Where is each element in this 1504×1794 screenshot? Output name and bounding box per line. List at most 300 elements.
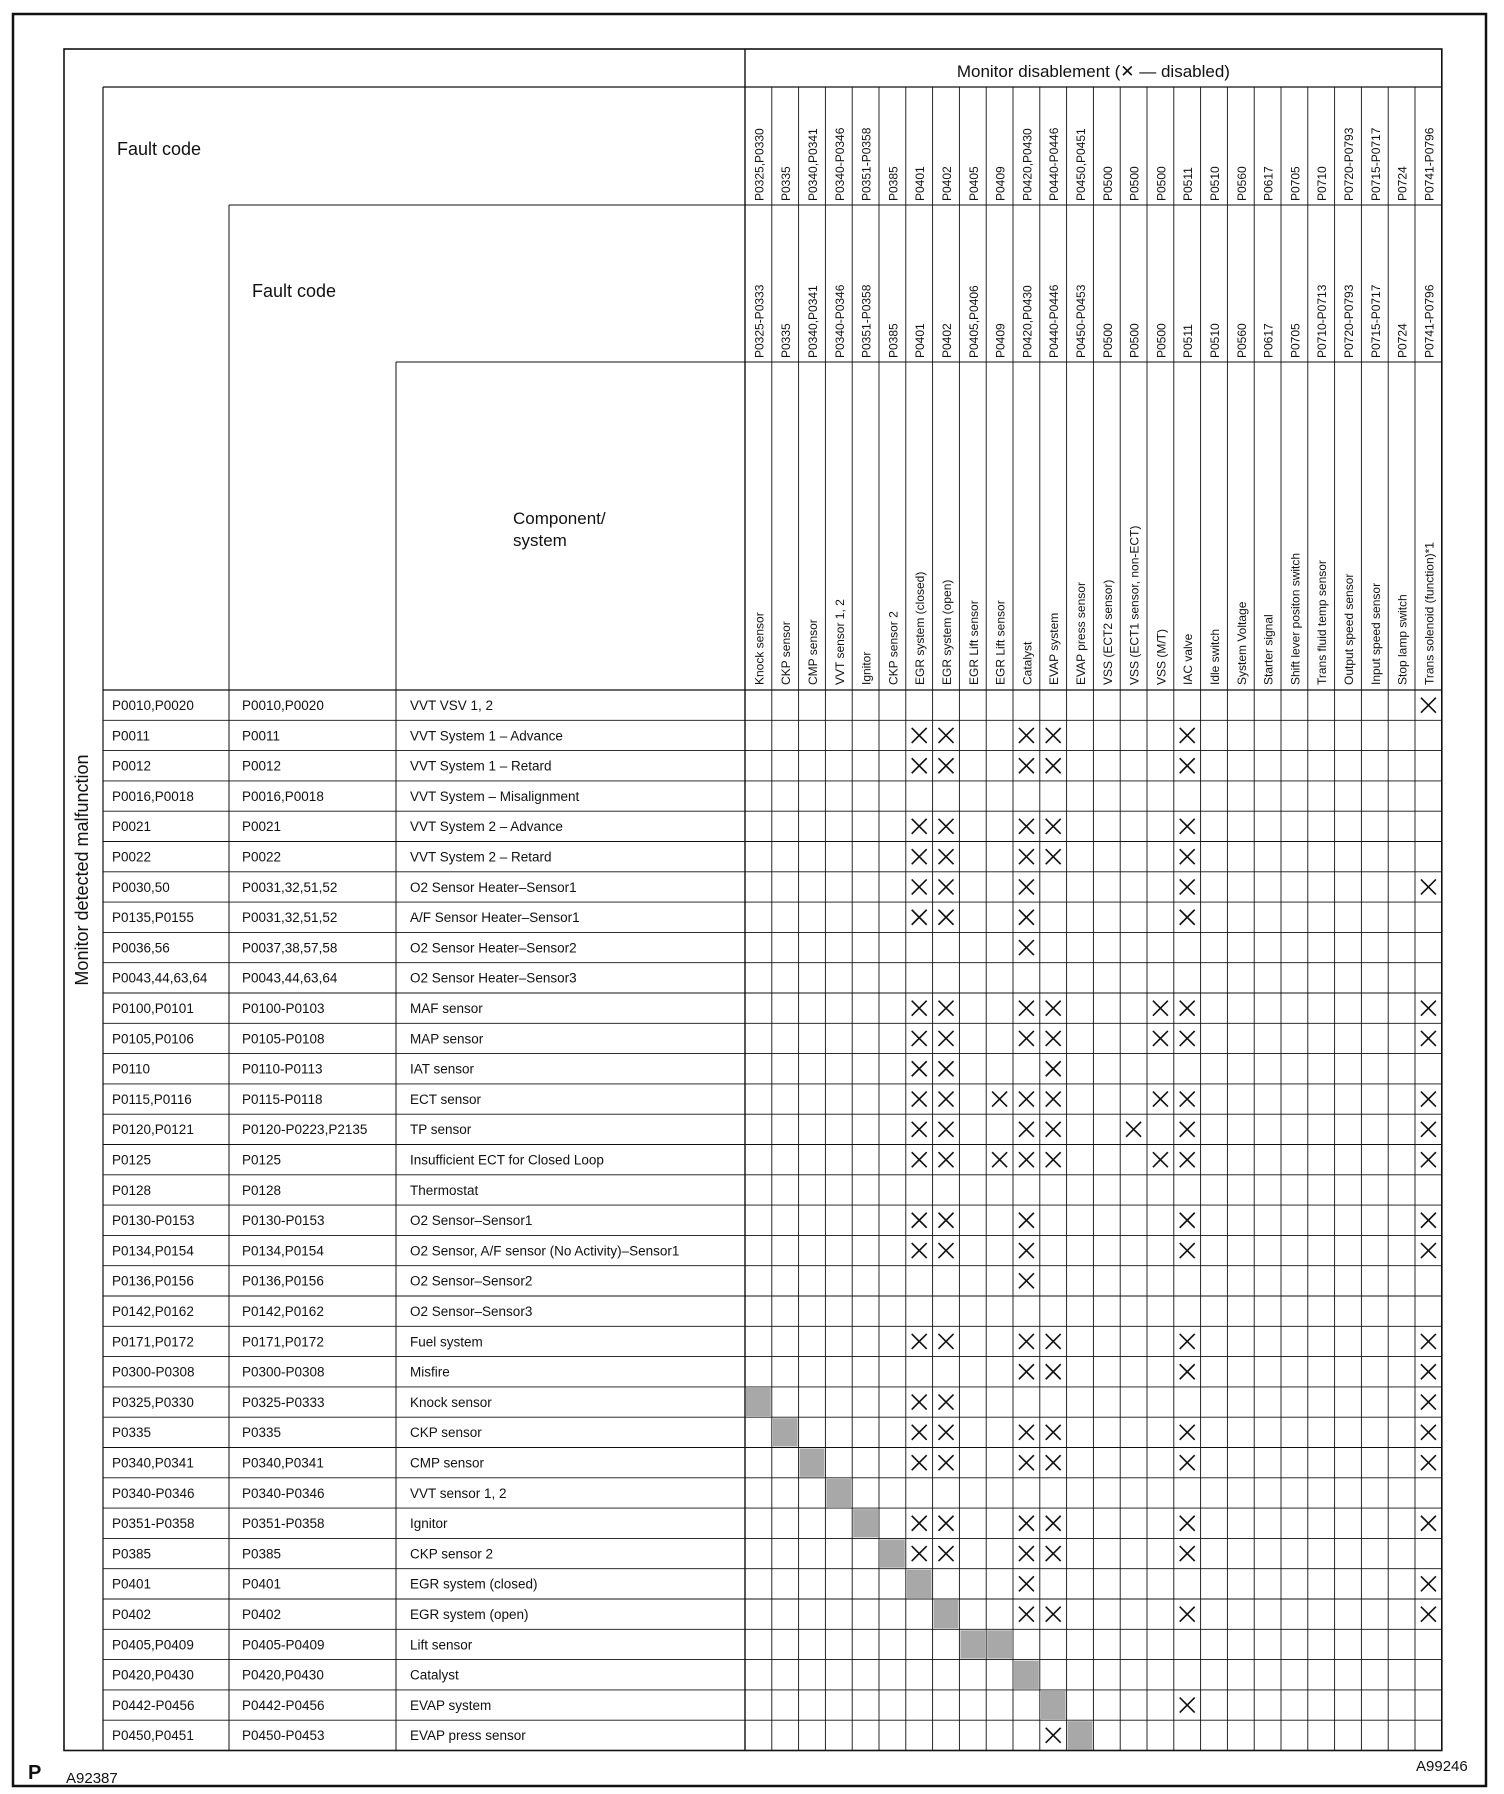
disabled-mark [1046, 849, 1061, 864]
column-code-2: P0705 [1288, 323, 1303, 358]
column-code-1: P0450,P0451 [1074, 128, 1088, 201]
row-code-2: P0022 [242, 849, 282, 865]
row-code-2: P0125 [242, 1152, 282, 1168]
disabled-mark [939, 879, 954, 894]
row-code-2: P0351-P0358 [242, 1516, 325, 1532]
disabled-mark [939, 1243, 954, 1258]
row-code-2: P0016,P0018 [242, 788, 324, 804]
disabled-mark [939, 1122, 954, 1137]
footer-letter: P [28, 1762, 42, 1784]
shaded-cell [800, 1449, 825, 1477]
row-component: MAF sensor [410, 1001, 483, 1016]
row-component: O2 Sensor–Sensor3 [410, 1304, 533, 1319]
column-code-2: P0405,P0406 [966, 285, 981, 358]
disabled-mark [1421, 1516, 1436, 1531]
row-code-2: P0120-P0223,P2135 [242, 1122, 368, 1138]
disabled-mark [939, 819, 954, 834]
disabled-mark [939, 1395, 954, 1410]
column-code-1: P0401 [913, 166, 928, 201]
disabled-mark [1019, 1607, 1034, 1622]
row-component: IAT sensor [410, 1061, 475, 1077]
disabled-mark [939, 1001, 954, 1016]
row-code-1: P0171,P0172 [112, 1334, 194, 1350]
column-name: Shift lever positon switch [1288, 552, 1303, 685]
shaded-cell [934, 1600, 959, 1628]
column-code-2: P0401 [913, 323, 928, 358]
row-code-1: P0142,P0162 [112, 1304, 194, 1319]
row-code-2: P0010,P0020 [242, 698, 324, 713]
row-component: ECT sensor [410, 1091, 482, 1107]
disabled-mark [1153, 1001, 1168, 1016]
column-name: EGR system (open) [940, 579, 954, 685]
row-code-2: P0335 [242, 1425, 282, 1441]
row-code-2: P0110-P0113 [242, 1061, 323, 1077]
column-code-1: P0715-P0717 [1368, 127, 1383, 201]
disabled-mark [1180, 910, 1195, 925]
row-code-1: P0401 [112, 1576, 152, 1592]
column-code-1: P0335 [779, 166, 794, 201]
column-name: CKP sensor [779, 621, 794, 685]
row-component: A/F Sensor Heater–Sensor1 [410, 910, 580, 926]
disabled-mark [1153, 1031, 1168, 1046]
column-name: EVAP system [1047, 612, 1062, 685]
column-code-1: P0420,P0430 [1020, 128, 1035, 201]
column-code-1: P0500 [1100, 166, 1115, 201]
shaded-cell [853, 1509, 878, 1537]
disabled-mark [1180, 1607, 1195, 1622]
column-name: EGR Lift sensor [966, 600, 981, 685]
disabled-mark [1019, 1092, 1034, 1107]
disabled-mark [912, 1152, 927, 1167]
disabled-mark [1019, 728, 1034, 743]
disabled-mark [1126, 1122, 1141, 1137]
column-code-2: P0409 [993, 323, 1008, 358]
disabled-mark [939, 1334, 954, 1349]
row-code-2: P0021 [242, 819, 282, 835]
column-code-2: P0325-P0333 [752, 284, 767, 358]
column-code-2: P0560 [1234, 323, 1249, 358]
disabled-mark [1180, 1122, 1195, 1137]
disabled-mark [1046, 1031, 1061, 1046]
row-code-2: P0325-P0333 [242, 1394, 325, 1410]
row-code-1: P0010,P0020 [112, 698, 194, 713]
column-name: System Voltage [1234, 601, 1249, 685]
row-component: VVT VSV 1, 2 [410, 698, 494, 713]
row-code-1: P0120,P0121 [112, 1122, 194, 1138]
row-component: O2 Sensor–Sensor2 [410, 1273, 533, 1289]
row-code-1: P0420,P0430 [112, 1667, 194, 1683]
row-component: VVT System 2 – Retard [410, 849, 552, 865]
row-component: VVT System 1 – Advance [410, 728, 563, 744]
column-code-1: P0617 [1261, 166, 1276, 201]
row-code-2: P0031,32,51,52 [242, 910, 338, 926]
row-component: EVAP press sensor [410, 1728, 526, 1744]
row-code-1: P0351-P0358 [112, 1516, 195, 1532]
shaded-cell [1041, 1691, 1066, 1719]
disabled-mark [1180, 1546, 1195, 1561]
row-code-2: P0402 [242, 1607, 282, 1622]
disabled-mark [939, 1031, 954, 1046]
row-code-2: P0134,P0154 [242, 1243, 324, 1259]
row-component: CKP sensor [410, 1425, 482, 1441]
disabled-mark [1019, 940, 1034, 955]
row-code-2: P0128 [242, 1182, 282, 1198]
disabled-mark [1180, 1001, 1195, 1016]
row-code-1: P0325,P0330 [112, 1394, 194, 1410]
disabled-mark [1046, 758, 1061, 773]
disabled-mark [1019, 1546, 1034, 1561]
page-frame [13, 14, 1486, 1786]
disabled-mark [1180, 1243, 1195, 1258]
column-code-1: P0511 [1181, 167, 1196, 201]
column-code-1: P0405 [966, 166, 981, 201]
disabled-mark [939, 758, 954, 773]
disabled-mark [1421, 1122, 1436, 1137]
row-code-1: P0450,P0451 [112, 1728, 194, 1744]
disabled-mark [1180, 1516, 1195, 1531]
column-name: Stop lamp switch [1395, 594, 1410, 685]
column-name: Knock sensor [752, 612, 767, 685]
row-code-1: P0402 [112, 1607, 152, 1622]
row-component: O2 Sensor Heater–Sensor2 [410, 940, 577, 956]
shaded-cell [773, 1418, 798, 1446]
disabled-mark [1180, 1213, 1195, 1228]
disabled-mark [1046, 1455, 1061, 1470]
disabled-mark [1046, 1607, 1061, 1622]
disabled-mark [1421, 1425, 1436, 1440]
row-code-2: P0012 [242, 758, 282, 774]
column-name: VSS (M/T) [1154, 629, 1169, 685]
column-name: EVAP press sensor [1074, 582, 1088, 685]
row-code-1: P0016,P0018 [112, 788, 194, 804]
disabled-mark [912, 1516, 927, 1531]
row-component: Fuel system [410, 1334, 483, 1350]
column-code-2: P0724 [1395, 323, 1410, 358]
column-name: VSS (ECT2 sensor) [1100, 579, 1115, 685]
column-code-1: P0724 [1395, 166, 1410, 201]
disabled-mark [939, 728, 954, 743]
disabled-mark [939, 849, 954, 864]
row-code-2: P0043,44,63,64 [242, 970, 338, 986]
disabled-mark [1421, 1213, 1436, 1228]
row-component: TP sensor [410, 1122, 472, 1138]
row-code-2: P0142,P0162 [242, 1304, 324, 1319]
row-component: EGR system (open) [410, 1607, 529, 1622]
row-component: VVT System 1 – Retard [410, 758, 552, 774]
row-component: Misfire [410, 1364, 450, 1380]
row-component: Knock sensor [410, 1394, 492, 1410]
column-code-2: P0741-P0796 [1422, 284, 1437, 358]
row-code-2: P0442-P0456 [242, 1697, 325, 1713]
disabled-mark [1046, 1728, 1061, 1743]
row-component: Catalyst [410, 1667, 459, 1683]
row-component: CMP sensor [410, 1455, 485, 1471]
column-code-1: P0560 [1234, 166, 1249, 201]
disabled-mark [1180, 849, 1195, 864]
disabled-mark [912, 1001, 927, 1016]
disabled-mark [1019, 1243, 1034, 1258]
row-code-1: P0110 [112, 1061, 151, 1077]
disabled-mark [939, 1425, 954, 1440]
disabled-mark [1153, 1152, 1168, 1167]
disabled-mark [912, 1334, 927, 1349]
disabled-mark [1019, 1213, 1034, 1228]
column-name: CMP sensor [806, 619, 820, 685]
column-code-1: P0510 [1208, 166, 1222, 201]
row-component: Ignitor [410, 1516, 448, 1532]
footer-right-ref: A99246 [1416, 1758, 1468, 1775]
disabled-mark [1180, 879, 1195, 894]
column-code-1: P0351-P0358 [859, 127, 874, 201]
row-component: O2 Sensor Heater–Sensor3 [410, 970, 577, 986]
disabled-mark [1019, 1364, 1034, 1379]
disabled-mark [1421, 879, 1436, 894]
column-name: Idle switch [1208, 628, 1222, 685]
disabled-mark [1180, 758, 1195, 773]
row-code-1: P0128 [112, 1182, 152, 1198]
disabled-mark [992, 1152, 1007, 1167]
disabled-mark [939, 1213, 954, 1228]
disabled-mark [1421, 1364, 1436, 1379]
row-code-2: P0171,P0172 [242, 1334, 324, 1350]
row-component: EVAP system [410, 1697, 492, 1713]
shaded-cell [880, 1539, 905, 1567]
column-code-2: P0710-P0713 [1315, 284, 1330, 358]
row-code-1: P0335 [112, 1425, 152, 1441]
row-code-2: P0401 [242, 1576, 282, 1592]
disabled-mark [912, 819, 927, 834]
row-component: O2 Sensor–Sensor1 [410, 1213, 533, 1229]
disabled-mark [1046, 1152, 1061, 1167]
disabled-mark [1421, 1395, 1436, 1410]
row-code-2: P0136,P0156 [242, 1273, 324, 1289]
disabled-mark [1180, 819, 1195, 834]
disabled-mark [1019, 1425, 1034, 1440]
column-code-1: P0402 [940, 166, 954, 201]
row-code-1: P0125 [112, 1152, 152, 1168]
disabled-mark [912, 1213, 927, 1228]
column-name: EGR Lift sensor [993, 600, 1008, 685]
row-code-2: P0405-P0409 [242, 1637, 325, 1653]
disabled-mark [912, 1031, 927, 1046]
disabled-mark [1046, 1061, 1061, 1076]
disabled-mark [1046, 1092, 1061, 1107]
disabled-mark [1180, 1152, 1195, 1167]
column-code-1: P0340,P0341 [806, 128, 820, 201]
shaded-cell [1068, 1721, 1093, 1749]
row-component: Lift sensor [410, 1637, 473, 1653]
column-code-2: P0720-P0793 [1342, 284, 1356, 358]
disabled-mark [1421, 1152, 1436, 1167]
fault-code-header-2: Fault code [252, 281, 337, 301]
row-code-1: P0022 [112, 849, 152, 865]
row-code-2: P0340-P0346 [242, 1485, 325, 1501]
disabled-mark [1019, 1455, 1034, 1470]
component-system-header: system [513, 531, 567, 550]
row-code-1: P0340-P0346 [112, 1485, 195, 1501]
row-code-2: P0037,38,57,58 [242, 940, 338, 956]
row-code-2: P0011 [242, 728, 281, 744]
column-name: Ignitor [859, 651, 874, 685]
column-code-2: P0450-P0453 [1074, 284, 1088, 358]
footer-left-ref: A92387 [66, 1770, 118, 1787]
disabled-mark [912, 849, 927, 864]
disabled-mark [1046, 1546, 1061, 1561]
row-code-1: P0300-P0308 [112, 1364, 195, 1380]
disabled-mark [1046, 819, 1061, 834]
disabled-mark [912, 879, 927, 894]
disabled-mark [1019, 1273, 1034, 1288]
disabled-mark [1180, 1698, 1195, 1713]
shaded-cell [1014, 1661, 1039, 1689]
disabled-mark [1180, 1364, 1195, 1379]
disabled-mark [1421, 1576, 1436, 1591]
column-name: CKP sensor 2 [886, 611, 901, 685]
disabled-mark [912, 1425, 927, 1440]
column-code-1: P0500 [1154, 166, 1169, 201]
row-code-2: P0115-P0118 [242, 1091, 323, 1107]
disabled-mark [1180, 1092, 1195, 1107]
column-name: Trans solenoid (function)*1 [1422, 542, 1437, 685]
disabled-mark [939, 1092, 954, 1107]
row-code-1: P0012 [112, 758, 152, 774]
row-code-1: P0130-P0153 [112, 1213, 195, 1229]
disabled-mark [1019, 758, 1034, 773]
row-code-1: P0036,56 [112, 940, 170, 956]
column-code-1: P0705 [1288, 166, 1303, 201]
column-code-2: P0510 [1208, 323, 1222, 358]
disabled-mark [1180, 1334, 1195, 1349]
disabled-mark [1019, 1152, 1034, 1167]
disabled-mark [1046, 1364, 1061, 1379]
column-code-1: P0325,P0330 [752, 128, 767, 201]
component-system-header: Component/ [513, 509, 606, 528]
column-code-2: P0500 [1127, 323, 1142, 358]
disabled-mark [939, 1546, 954, 1561]
row-code-1: P0405,P0409 [112, 1637, 194, 1653]
row-component: VVT System – Misalignment [410, 788, 580, 804]
side-label: Monitor detected malfunction [72, 754, 92, 986]
column-name: Catalyst [1020, 641, 1035, 685]
disabled-mark [1019, 819, 1034, 834]
disabled-mark [1421, 1334, 1436, 1349]
row-component: EGR system (closed) [410, 1576, 538, 1592]
column-name: VSS (ECT1 sensor, non-ECT) [1127, 525, 1142, 685]
shaded-cell [960, 1630, 985, 1658]
disabled-mark [1153, 1092, 1168, 1107]
disabled-mark [912, 1061, 927, 1076]
column-code-1: P0500 [1127, 166, 1142, 201]
row-code-1: P0011 [112, 728, 151, 744]
disabled-mark [1046, 1425, 1061, 1440]
disabled-mark [1046, 728, 1061, 743]
row-code-1: P0340,P0341 [112, 1455, 194, 1471]
column-code-1: P0409 [993, 166, 1008, 201]
row-code-1: P0135,P0155 [112, 910, 194, 926]
column-name: Input speed sensor [1368, 582, 1383, 685]
column-code-2: P0402 [940, 323, 954, 358]
row-code-1: P0100,P0101 [112, 1001, 194, 1016]
disabled-mark [1019, 1516, 1034, 1531]
disabled-mark [1046, 1122, 1061, 1137]
shaded-cell [826, 1479, 851, 1507]
disabled-mark [1019, 1122, 1034, 1137]
column-code-1: P0741-P0796 [1422, 127, 1437, 201]
disabled-mark [1421, 1092, 1436, 1107]
row-code-2: P0105-P0108 [242, 1031, 325, 1047]
row-code-2: P0130-P0153 [242, 1213, 325, 1229]
row-component: Thermostat [410, 1182, 479, 1198]
disabled-mark [1046, 1516, 1061, 1531]
column-code-2: P0617 [1261, 323, 1276, 358]
column-name: IAC valve [1181, 633, 1196, 685]
row-component: CKP sensor 2 [410, 1546, 494, 1562]
row-component: O2 Sensor, A/F sensor (No Activity)–Sensor1 [410, 1243, 680, 1259]
row-code-2: P0100-P0103 [242, 1001, 325, 1016]
disabled-mark [912, 1092, 927, 1107]
row-code-2: P0385 [242, 1546, 282, 1562]
row-code-1: P0134,P0154 [112, 1243, 194, 1259]
row-component: VVT System 2 – Advance [410, 819, 563, 835]
column-name: Output speed sensor [1342, 573, 1356, 685]
row-component: MAP sensor [410, 1031, 484, 1047]
disabled-mark [1019, 849, 1034, 864]
disabled-mark [912, 1122, 927, 1137]
row-code-2: P0031,32,51,52 [242, 879, 338, 895]
disabled-mark [1180, 1425, 1195, 1440]
column-code-2: P0385 [886, 323, 901, 358]
disabled-mark [1019, 1001, 1034, 1016]
column-code-2: P0511 [1181, 324, 1196, 358]
disabled-mark [1046, 1334, 1061, 1349]
row-code-1: P0136,P0156 [112, 1273, 194, 1289]
column-code-2: P0351-P0358 [859, 284, 874, 358]
row-code-1: P0442-P0456 [112, 1697, 195, 1713]
column-code-2: P0340,P0341 [806, 285, 820, 358]
column-code-1: P0440-P0446 [1047, 127, 1062, 201]
disabled-mark [1019, 1576, 1034, 1591]
row-code-1: P0043,44,63,64 [112, 970, 208, 986]
disabled-mark [1019, 1031, 1034, 1046]
disabled-mark [912, 910, 927, 925]
disabled-mark [1180, 1455, 1195, 1470]
row-code-2: P0450-P0453 [242, 1728, 325, 1744]
row-code-2: P0420,P0430 [242, 1667, 324, 1683]
column-name: VVT sensor 1, 2 [832, 599, 847, 685]
disabled-mark [939, 1516, 954, 1531]
column-code-1: P0720-P0793 [1342, 127, 1356, 201]
row-component: VVT sensor 1, 2 [410, 1485, 507, 1501]
column-code-2: P0420,P0430 [1020, 285, 1035, 358]
row-code-2: P0300-P0308 [242, 1364, 325, 1380]
disabled-mark [1046, 1001, 1061, 1016]
row-code-1: P0115,P0116 [112, 1091, 192, 1107]
disabled-mark [939, 910, 954, 925]
column-code-2: P0500 [1154, 323, 1169, 358]
disabled-mark [939, 1061, 954, 1076]
column-code-1: P0710 [1315, 166, 1330, 201]
disabled-mark [939, 1455, 954, 1470]
disabled-mark [912, 1455, 927, 1470]
column-name: Trans fluid temp sensor [1315, 560, 1330, 685]
column-code-2: P0340-P0346 [832, 284, 847, 358]
disabled-mark [992, 1092, 1007, 1107]
fault-code-header-1: Fault code [117, 139, 202, 159]
column-name: EGR system (closed) [913, 571, 928, 685]
column-code-2: P0715-P0717 [1368, 284, 1383, 358]
row-code-1: P0105,P0106 [112, 1031, 194, 1047]
shaded-cell [987, 1630, 1012, 1658]
